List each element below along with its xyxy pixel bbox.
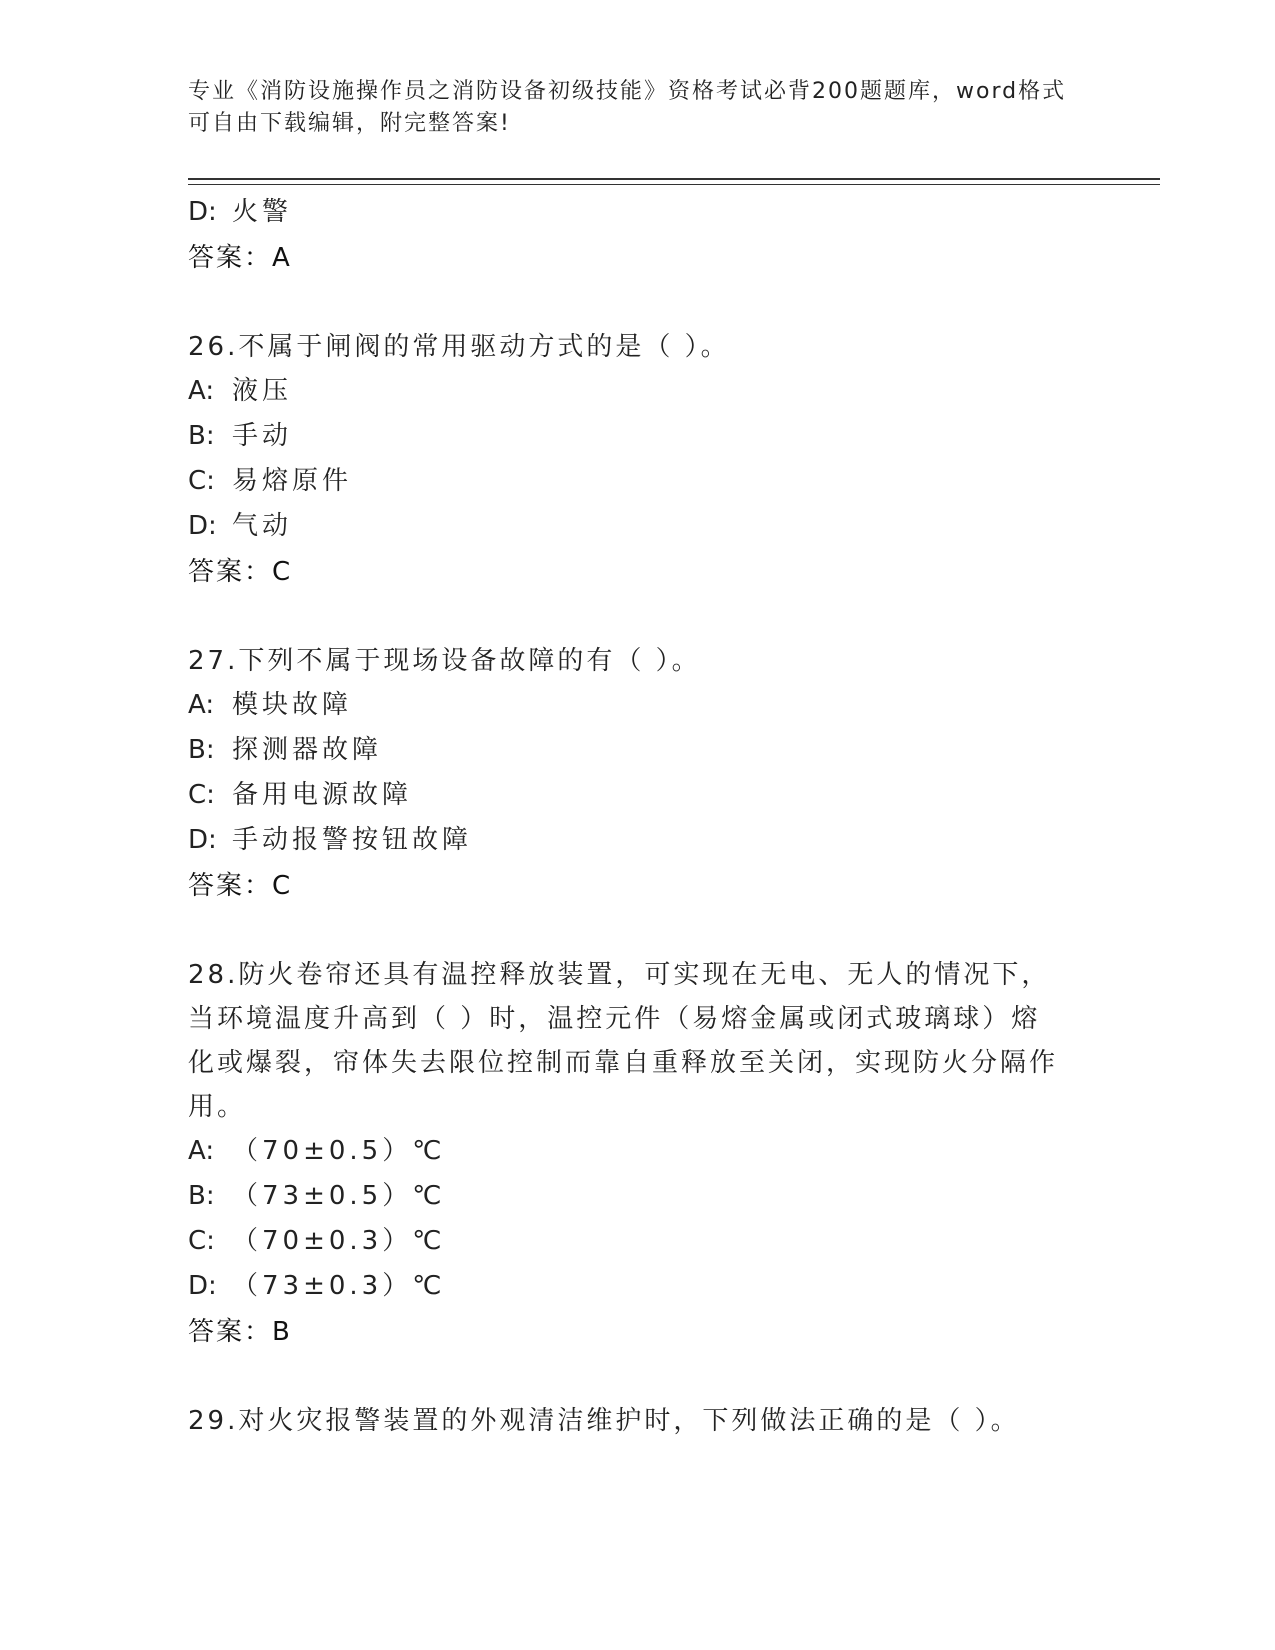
option-text: 气动 bbox=[232, 511, 293, 541]
option-text: （73±0.5）℃ bbox=[232, 1181, 446, 1211]
option-key: B: bbox=[188, 735, 215, 765]
question-text: 27.下列不属于现场设备故障的有（ ）。 bbox=[188, 646, 701, 676]
option-item bbox=[188, 459, 1088, 504]
option-key: D: bbox=[188, 511, 217, 541]
option-item bbox=[188, 728, 1088, 773]
option-key: A: bbox=[188, 690, 215, 720]
header-rule-thin bbox=[188, 184, 1160, 185]
question-26 bbox=[188, 325, 1088, 595]
option-item bbox=[188, 1129, 1088, 1174]
option-key: D: bbox=[188, 1271, 217, 1301]
question-text: 29.对火灾报警装置的外观清洁维护时，下列做法正确的是（ ）。 bbox=[188, 1406, 1020, 1436]
document-header: 专业《消防设施操作员之消防设备初级技能》资格考试必背200题题库，word格式可自由下载编辑，附完整答案! bbox=[188, 79, 1067, 136]
option-text: 手动 bbox=[232, 421, 293, 451]
option-key: A: bbox=[188, 376, 215, 406]
answer-line: 答案：B bbox=[188, 1317, 292, 1347]
option-item bbox=[188, 1174, 1088, 1219]
option-item bbox=[188, 818, 1088, 863]
option-key: B: bbox=[188, 1181, 215, 1211]
option-item bbox=[188, 683, 1088, 728]
option-item bbox=[188, 1219, 1088, 1264]
question-28 bbox=[188, 953, 1088, 1355]
option-key: A: bbox=[188, 1136, 215, 1166]
option-key: C: bbox=[188, 780, 215, 810]
option-key: D: bbox=[188, 825, 217, 855]
question-text: 26.不属于闸阀的常用驱动方式的是（ ）。 bbox=[188, 332, 730, 362]
option-key: C: bbox=[188, 466, 215, 496]
option-key: D: bbox=[188, 197, 217, 227]
answer-line: 答案：A bbox=[188, 243, 292, 273]
option-text: 易熔原件 bbox=[232, 466, 353, 496]
answer-line: 答案：C bbox=[188, 871, 293, 901]
option-item bbox=[188, 773, 1088, 818]
option-item bbox=[188, 504, 1088, 549]
option-text: 探测器故障 bbox=[232, 735, 383, 765]
question-29 bbox=[188, 1399, 1088, 1443]
question-27 bbox=[188, 639, 1088, 909]
document-body bbox=[188, 190, 1088, 1443]
option-text: 模块故障 bbox=[232, 690, 353, 720]
question-text: 28.防火卷帘还具有温控释放装置，可实现在无电、无人的情况下，当环境温度升高到（ ）时，温控元件（易熔金属或闭式玻璃球）熔化或爆裂，帘体失去限位控制而靠自重释放至关闭，实现防火分隔作用。 bbox=[188, 960, 1059, 1122]
header-rule-thick bbox=[188, 178, 1160, 180]
option-item bbox=[188, 369, 1088, 414]
option-text: 火警 bbox=[232, 197, 293, 227]
option-text: （70±0.3）℃ bbox=[232, 1226, 446, 1256]
option-text: （73±0.3）℃ bbox=[232, 1271, 446, 1301]
option-text: （70±0.5）℃ bbox=[232, 1136, 446, 1166]
option-item bbox=[188, 1264, 1088, 1309]
option-item bbox=[188, 414, 1088, 459]
option-text: 手动报警按钮故障 bbox=[232, 825, 473, 855]
carryover-block bbox=[188, 190, 1088, 281]
option-item bbox=[188, 190, 1088, 235]
option-text: 液压 bbox=[232, 376, 293, 406]
option-text: 备用电源故障 bbox=[232, 780, 413, 810]
option-key: B: bbox=[188, 421, 215, 451]
option-key: C: bbox=[188, 1226, 215, 1256]
answer-line: 答案：C bbox=[188, 557, 293, 587]
